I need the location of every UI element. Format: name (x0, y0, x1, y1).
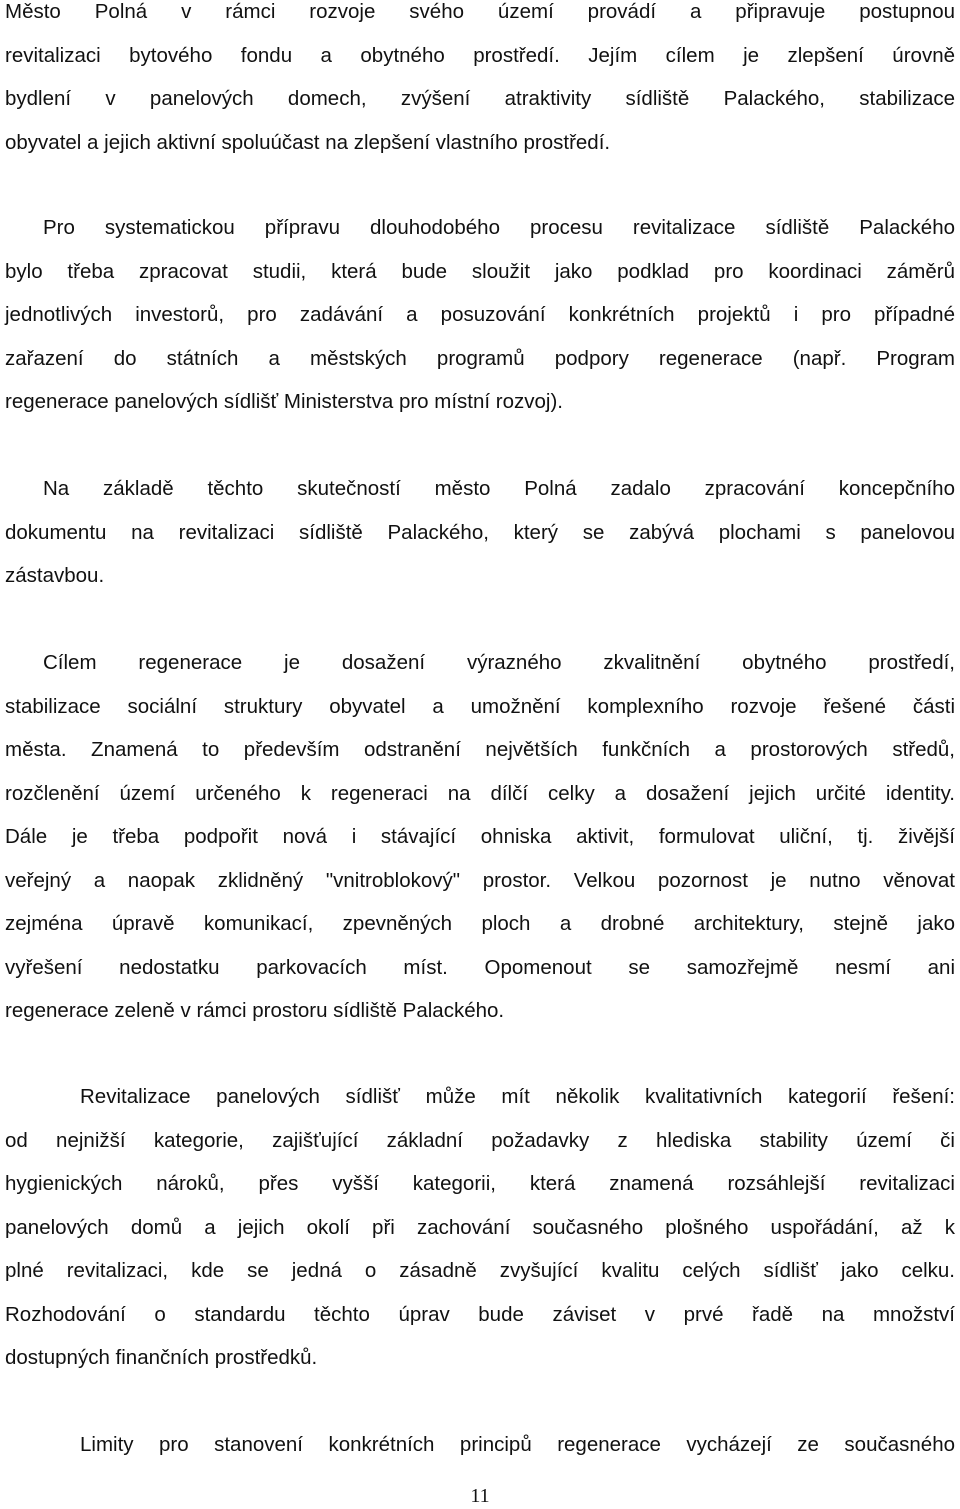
paragraph-line: revitalizaci bytového fondu a obytného prostředí. Jejím cílem je zlepšení úrovně (5, 43, 955, 67)
paragraph-line: panelových domů a jejich okolí při zachování současného plošného uspořádání, až k (5, 1215, 955, 1239)
page-number: 11 (470, 1485, 490, 1507)
paragraph-line: stabilizace sociální struktury obyvatel a umožnění komplexního rozvoje řešené části (5, 694, 955, 718)
paragraph-line: regenerace zeleně v rámci prostoru sídliště Palackého. (5, 999, 505, 1022)
paragraph-2 (5, 215, 955, 433)
paragraph-line: Město Polná v rámci rozvoje svého území provádí a připravuje postupnou (5, 0, 955, 23)
paragraph-line: vyřešení nedostatku parkovacích míst. Opomenout se samozřejmě nesmí ani (5, 955, 955, 979)
paragraph-line: zástavbou. (5, 564, 105, 587)
paragraph-line: Pro systematickou přípravu dlouhodobého procesu revitalizace sídliště Palackého (43, 216, 955, 239)
paragraph-line: Cílem regenerace je dosažení výrazného zkvalitnění obytného prostředí, (43, 651, 955, 674)
paragraph-1 (5, 0, 955, 173)
paragraph-line: jednotlivých investorů, pro zadávání a posuzování konkrétních projektů i pro případné (5, 303, 955, 326)
paragraph-line: Revitalizace panelových sídlišť může mít několik kvalitativních kategorií řešení: (80, 1085, 955, 1108)
paragraph-line: Rozhodování o standardu těchto úprav bude záviset v prvé řadě na množství (5, 1302, 955, 1326)
paragraph-3 (5, 476, 955, 607)
paragraph-line: bylo třeba zpracovat studii, která bude sloužit jako podklad pro koordinaci záměrů (5, 259, 955, 283)
paragraph-line: zejména úpravě komunikací, zpevněných ploch a drobné architektury, stejně jako (5, 912, 955, 935)
paragraph-line: Limity pro stanovení konkrétních principů regenerace vycházejí ze současného (80, 1433, 955, 1456)
paragraph-line: Dále je třeba podpořit nová i stávající ohniska aktivit, formulovat uliční, tj. živější (5, 825, 955, 848)
paragraph-4 (5, 650, 955, 1042)
paragraph-line: rozčlenění území určeného k regeneraci na dílčí celky a dosažení jejich určité identity. (5, 781, 955, 805)
paragraph-6 (5, 1432, 955, 1476)
paragraph-line: veřejný a naopak zklidněný "vnitroblokový" prostor. Velkou pozornost je nutno věnovat (5, 868, 955, 892)
paragraph-line: hygienických nároků, přes vyšší kategorii, která znamená rozsáhlejší revitalizaci (5, 1172, 955, 1195)
paragraph-line: od nejnižší kategorie, zajišťující základní požadavky z hlediska stability území či (5, 1128, 955, 1152)
paragraph-line: Na základě těchto skutečností město Polná zadalo zpracování koncepčního (43, 477, 955, 500)
paragraph-line: města. Znamená to především odstranění největších funkčních a prostorových středů, (5, 738, 955, 761)
paragraph-line: bydlení v panelových domech, zvýšení atraktivity sídliště Palackého, stabilizace (5, 87, 955, 110)
paragraph-line: dostupných finančních prostředků. (5, 1346, 318, 1369)
paragraph-line: regenerace panelových sídlišť Ministerstva pro místní rozvoj). (5, 390, 563, 413)
paragraph-line: dokumentu na revitalizaci sídliště Palackého, který se zabývá plochami s panelovou (5, 520, 955, 544)
paragraph-line: obyvatel a jejich aktivní spoluúčast na zlepšení vlastního prostředí. (5, 130, 611, 154)
paragraph-5 (5, 1084, 955, 1389)
paragraph-line: plné revitalizaci, kde se jedná o zásadně zvyšující kvalitu celých sídlišť jako celku. (5, 1259, 955, 1282)
paragraph-line: zařazení do státních a městských programů podpory regenerace (např. Program (5, 346, 955, 370)
